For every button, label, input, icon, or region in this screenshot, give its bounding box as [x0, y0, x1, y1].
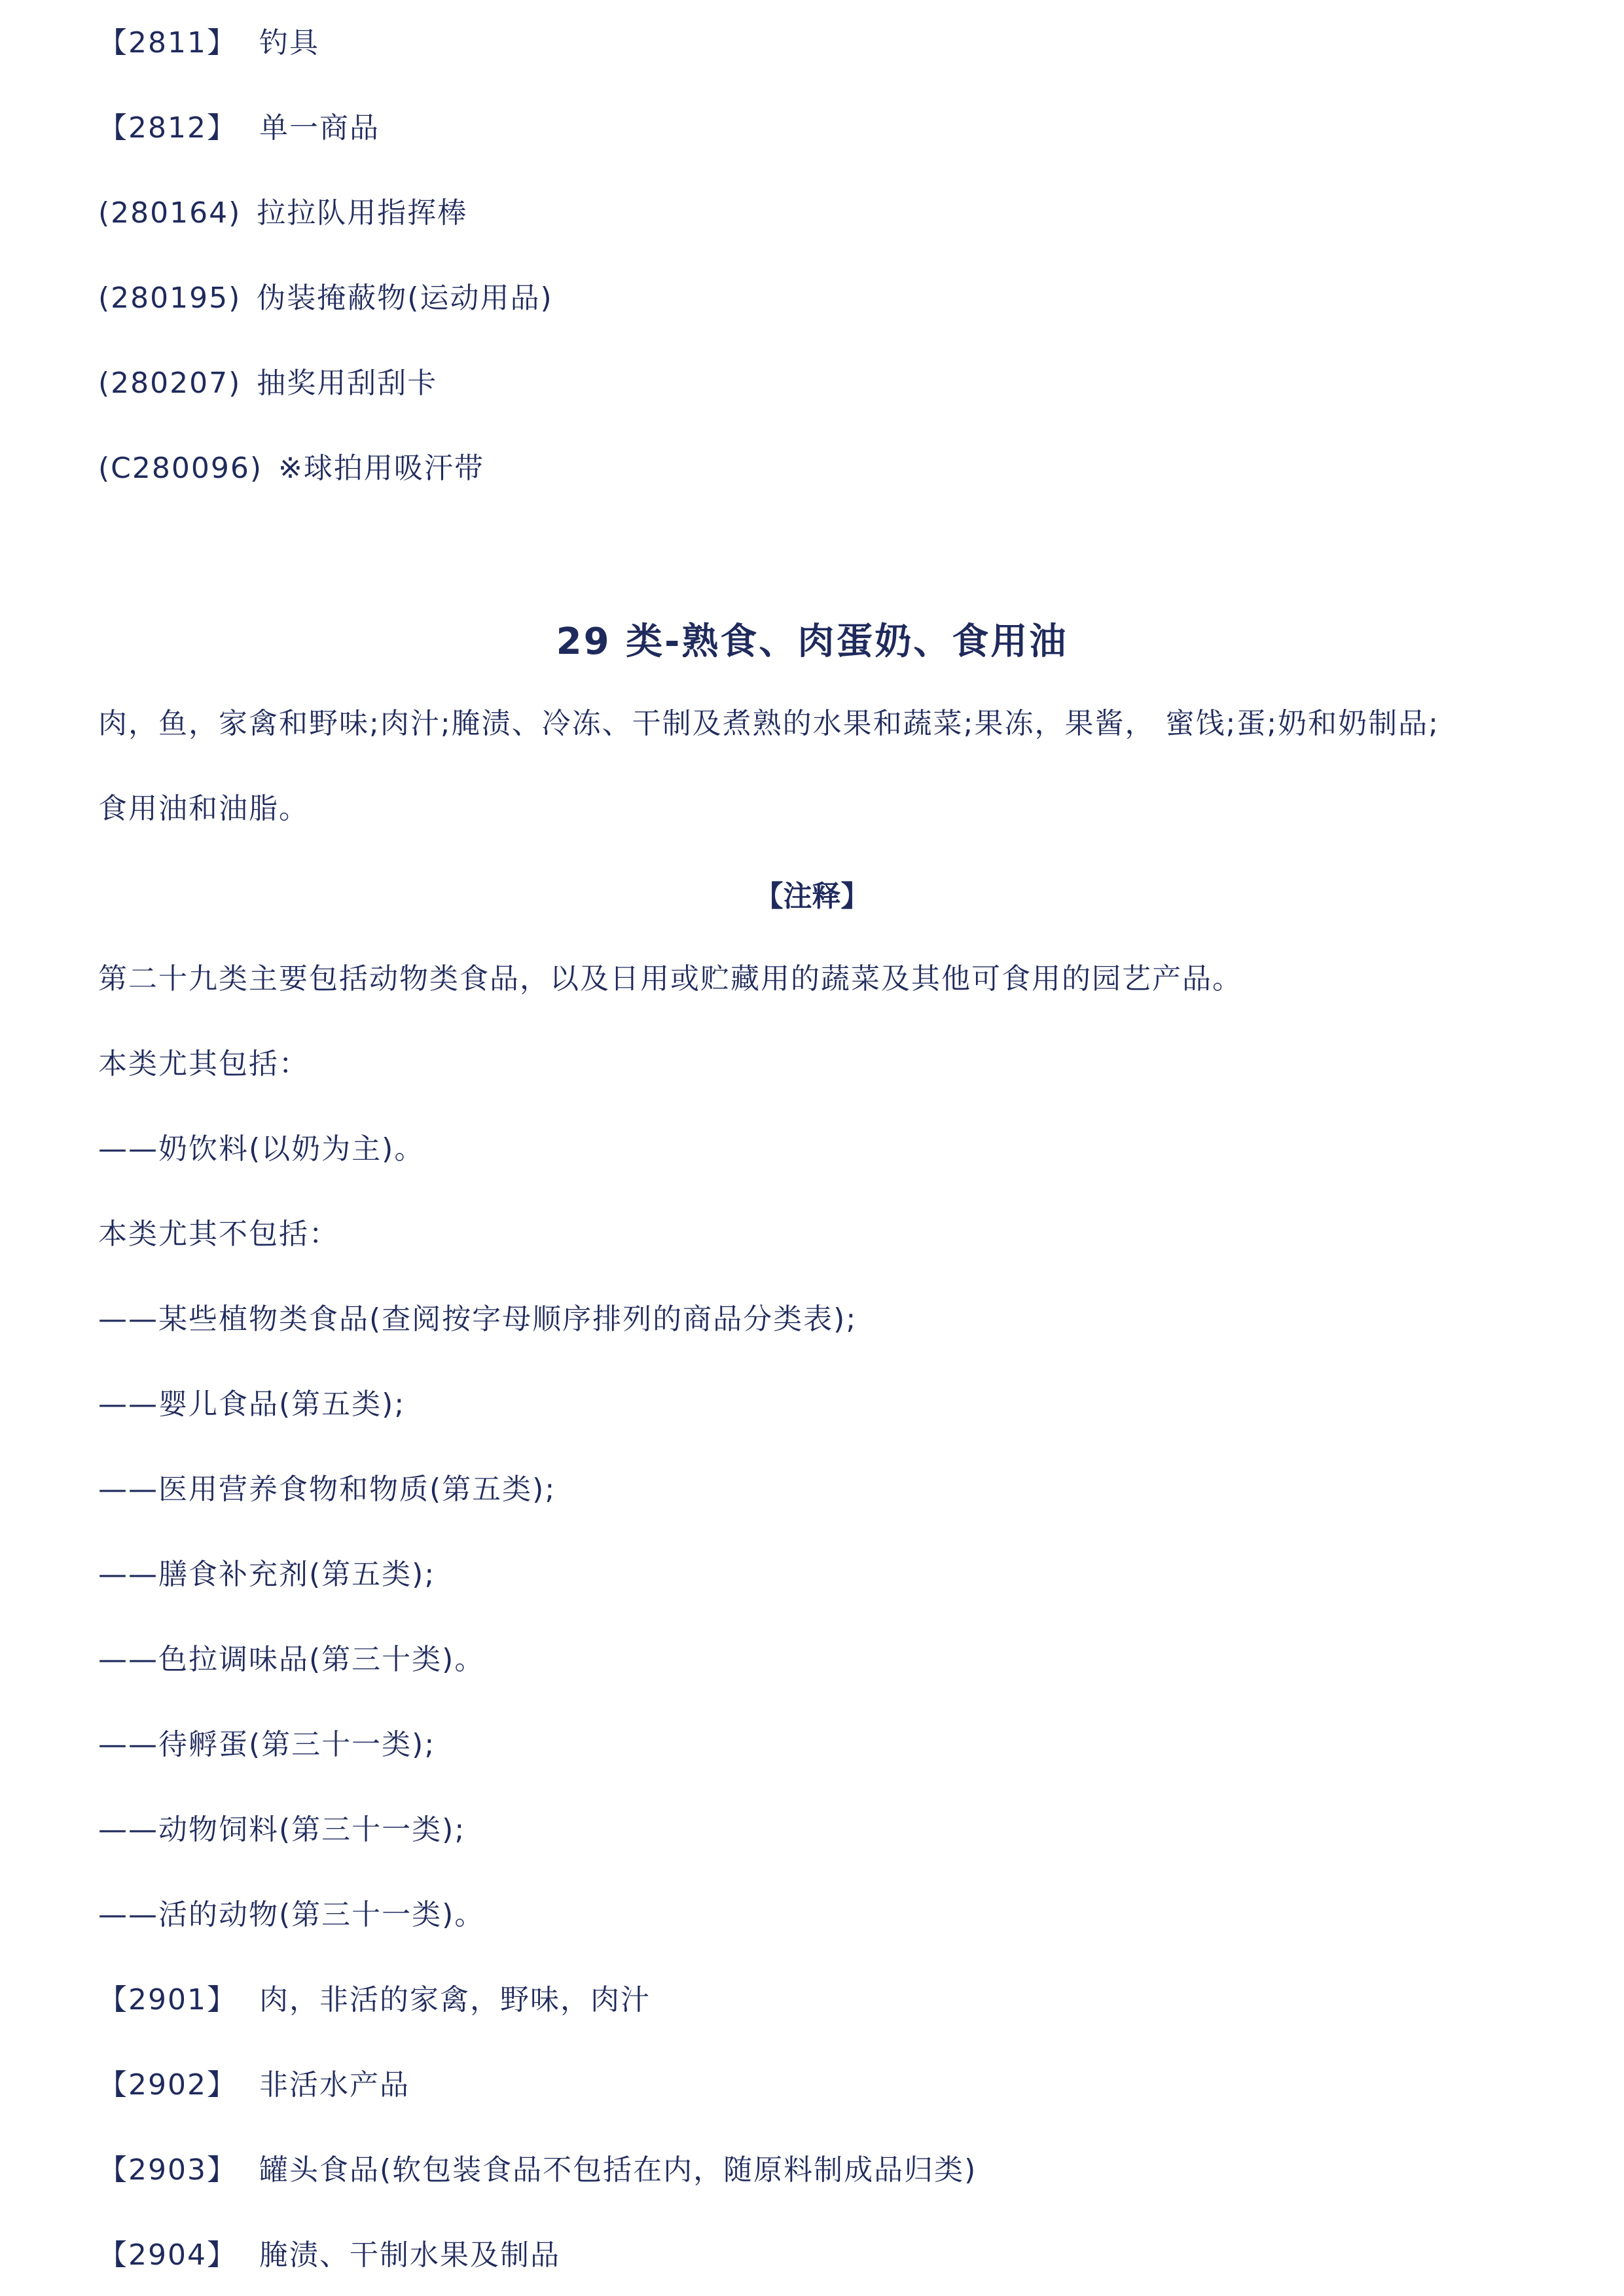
note-intro: 第二十九类主要包括动物类食品，以及日用或贮藏用的蔬菜及其他可食用的园艺产品。	[98, 962, 1242, 996]
section-title: 29 类-熟食、肉蛋奶、食用油	[556, 620, 1068, 663]
section-description-line2: 食用油和油脂。	[98, 792, 309, 825]
excludes-item: ——色拉调味品(第三十类)。	[98, 1643, 485, 1676]
entry-280164	[98, 194, 467, 233]
excludes-item: ——某些植物类食品(查阅按字母顺序排列的商品分类表);	[98, 1302, 857, 1336]
entry-2902	[98, 2066, 410, 2105]
entry-text: 抽奖用刮刮卡	[257, 367, 438, 400]
entry-code: 【2902】	[98, 2068, 237, 2102]
excludes-item: ——待孵蛋(第三十一类);	[98, 1728, 436, 1761]
entry-code: 【2812】	[98, 111, 237, 145]
entry-text: 拉拉队用指挥棒	[257, 196, 468, 230]
entry-code: (280195)	[98, 281, 242, 315]
entry-code: 【2904】	[98, 2238, 237, 2272]
excludes-item: ——活的动物(第三十一类)。	[98, 1898, 485, 1931]
entry-c280096	[98, 449, 484, 488]
entry-text: 非活水产品	[259, 2068, 410, 2102]
entry-text: 钓具	[259, 26, 319, 60]
excludes-item: ——医用营养食物和物质(第五类);	[98, 1473, 556, 1506]
excludes-item: ——膳食补充剂(第五类);	[98, 1558, 436, 1591]
entry-code: 【2903】	[98, 2153, 237, 2187]
entry-text: 单一商品	[259, 111, 380, 145]
includes-heading: 本类尤其包括：	[98, 1047, 309, 1081]
entry-text: 伪装掩蔽物(运动用品)	[257, 281, 553, 315]
entry-text: ※球拍用吸汗带	[278, 452, 484, 485]
entry-code: 【2901】	[98, 1983, 237, 2017]
entry-code: (C280096)	[98, 452, 263, 485]
entry-text: 罐头食品(软包装食品不包括在内，随原料制成品归类)	[259, 2153, 977, 2187]
entry-code: (280164)	[98, 196, 242, 230]
excludes-heading: 本类尤其不包括：	[98, 1217, 339, 1251]
entry-text: 肉，非活的家禽，野味，肉汁	[259, 1983, 651, 2017]
includes-item: ——奶饮料(以奶为主)。	[98, 1132, 425, 1166]
entry-2904	[98, 2236, 560, 2275]
entry-text: 腌渍、干制水果及制品	[259, 2238, 560, 2272]
entry-code: 【2811】	[98, 26, 237, 60]
excludes-item: ——动物饲料(第三十一类);	[98, 1813, 466, 1846]
entry-2903	[98, 2151, 977, 2190]
excludes-item: ——婴儿食品(第五类);	[98, 1388, 406, 1421]
entry-code: (280207)	[98, 367, 242, 400]
section-description-line1: 肉，鱼，家禽和野味;肉汁;腌渍、冷冻、干制及煮熟的水果和蔬菜;果冻，果酱， 蜜饯;蛋;奶和奶制品;	[98, 707, 1439, 740]
note-heading: 【注释】	[754, 880, 870, 913]
entry-280195	[98, 279, 553, 318]
entry-2901	[98, 1981, 651, 2020]
entry-2812	[98, 109, 380, 148]
entry-2811	[98, 24, 319, 63]
entry-280207	[98, 364, 437, 403]
